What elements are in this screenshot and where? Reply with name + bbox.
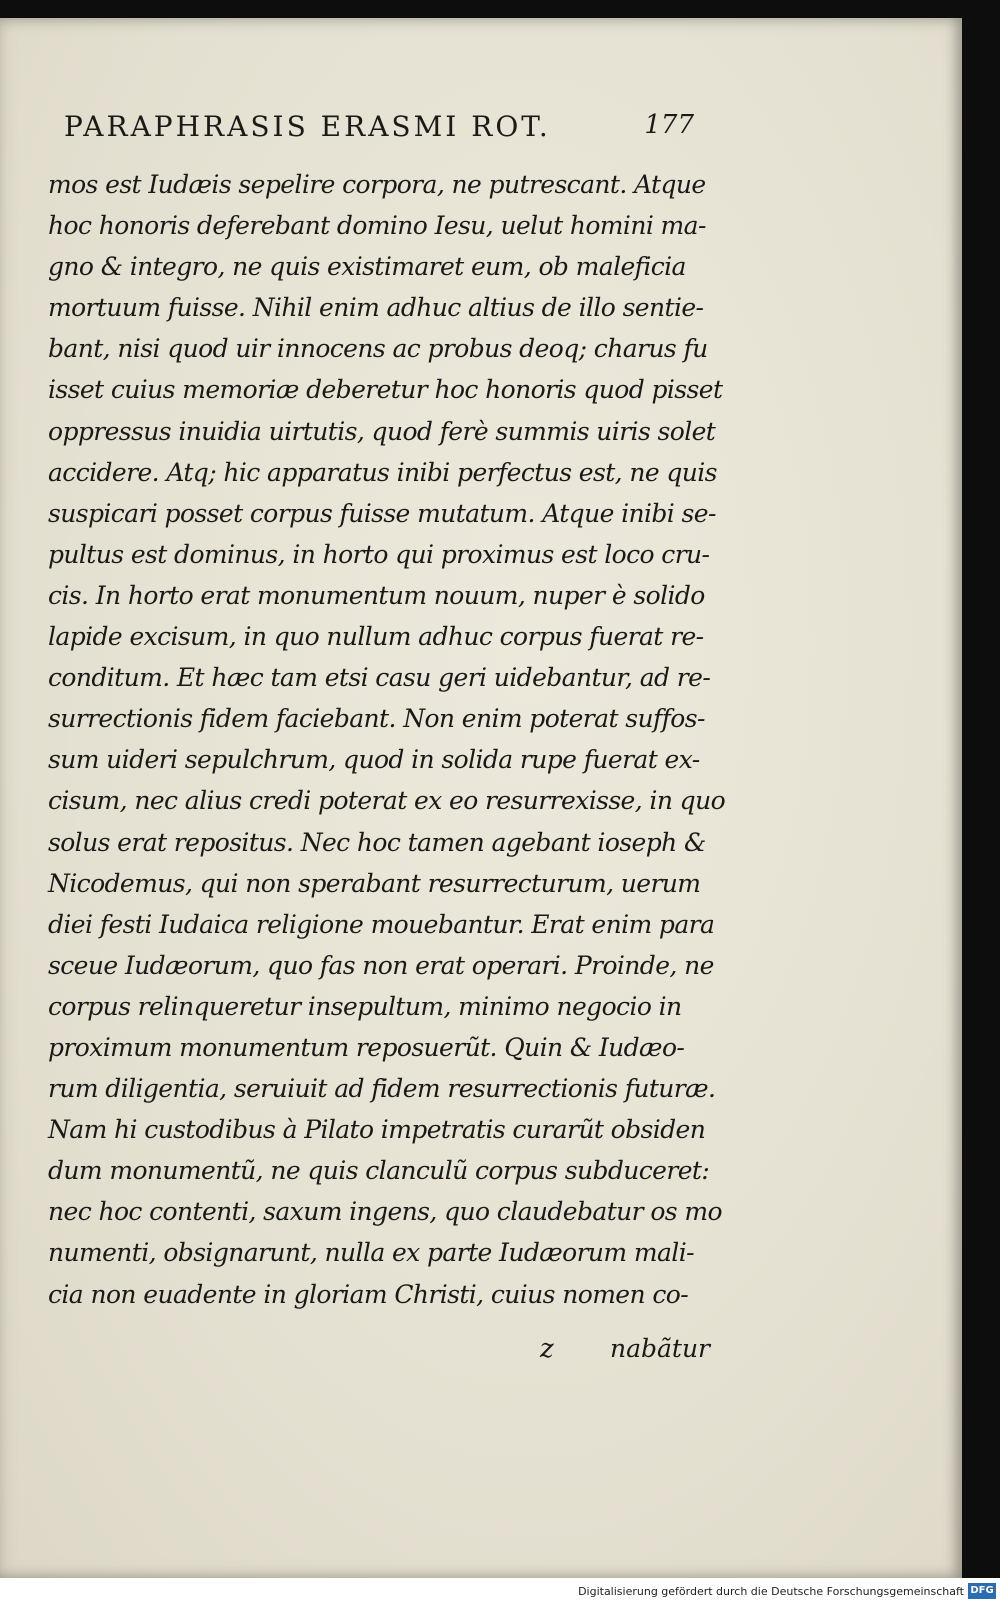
- text-line: proximum monumentum reposuerũt. Quin & Iudæo-: [48, 1032, 685, 1062]
- text-line: surrectionis fidem faciebant. Non enim poterat suffos-: [48, 704, 705, 734]
- page-number: 177: [644, 110, 694, 140]
- catchword: nabãtur: [609, 1334, 710, 1363]
- text-line: accidere. Atq; hic apparatus inibi perfectus est, ne quis: [48, 457, 717, 487]
- text-line: bant, nisi quod uir innocens ac probus deoq; charus fu: [48, 334, 708, 364]
- text-line: lapide excisum, in quo nullum adhuc corpus fuerat re-: [48, 622, 704, 652]
- text-line: cia non euadente in gloriam Christi, cuius nomen co-: [48, 1279, 689, 1309]
- text-line: sum uideri sepulchrum, quod in solida rupe fuerat ex-: [48, 745, 700, 775]
- text-line: dum monumentũ, ne quis clanculũ corpus subduceret:: [48, 1156, 710, 1186]
- text-line: sceue Iudæorum, quo fas non erat operari. Proinde, ne: [48, 950, 714, 980]
- text-line: pultus est dominus, in horto qui proximus est loco cru-: [48, 539, 710, 569]
- catch-line: [540, 1334, 710, 1374]
- text-line: Nam hi custodibus à Pilato impetratis curarũt obsiden: [48, 1115, 706, 1145]
- page-header: [64, 110, 694, 150]
- running-head: PARAPHRASIS ERASMI ROT.: [64, 110, 551, 143]
- signature-mark: z: [540, 1334, 554, 1364]
- text-line: isset cuius memoriæ deberetur hoc honoris quod pisset: [48, 375, 723, 405]
- text-line: cis. In horto erat monumentum nouum, nuper è solido: [48, 580, 705, 610]
- text-line: cisum, nec alius credi poterat ex eo resurrexisse, in quo: [48, 786, 726, 816]
- text-line: Nicodemus, qui non sperabant resurrecturum, uerum: [48, 868, 701, 898]
- text-line: corpus relinqueretur insepultum, minimo negocio in: [48, 991, 682, 1021]
- text-line: mortuum fuisse. Nihil enim adhuc altius de illo sentie-: [48, 293, 704, 323]
- text-line: mos est Iudæis sepelire corpora, ne putrescant. Atque: [48, 170, 706, 199]
- text-line: rum diligentia, seruiuit ad fidem resurrectionis futuræ.: [48, 1074, 716, 1104]
- text-line: hoc honoris deferebant domino Iesu, uelut homini ma-: [48, 211, 706, 241]
- book-page: [0, 18, 962, 1578]
- dfg-logo-icon: DFG: [968, 1583, 996, 1599]
- text-line: gno & integro, ne quis existimaret eum, ob maleficia: [48, 252, 686, 282]
- text-line: numenti, obsignarunt, nulla ex parte Iudæorum mali-: [48, 1238, 694, 1268]
- funding-credit: Digitalisierung gefördert durch die Deutsche Forschungsgemeinschaft: [578, 1585, 964, 1598]
- text-line: diei festi Iudaica religione mouebantur. Erat enim para: [48, 909, 715, 939]
- text-line: conditum. Et hæc tam etsi casu geri uidebantur, ad re-: [48, 663, 711, 693]
- text-line: suspicari posset corpus fuisse mutatum. Atque inibi se-: [48, 498, 716, 528]
- footer-bar: [0, 1578, 1000, 1606]
- text-line: oppressus inuidia uirtutis, quod ferè summis uiris solet: [48, 416, 716, 446]
- body-text: [48, 164, 726, 1315]
- text-line: nec hoc contenti, saxum ingens, quo claudebatur os mo: [48, 1197, 722, 1227]
- text-line: solus erat repositus. Nec hoc tamen agebant ioseph &: [48, 827, 706, 857]
